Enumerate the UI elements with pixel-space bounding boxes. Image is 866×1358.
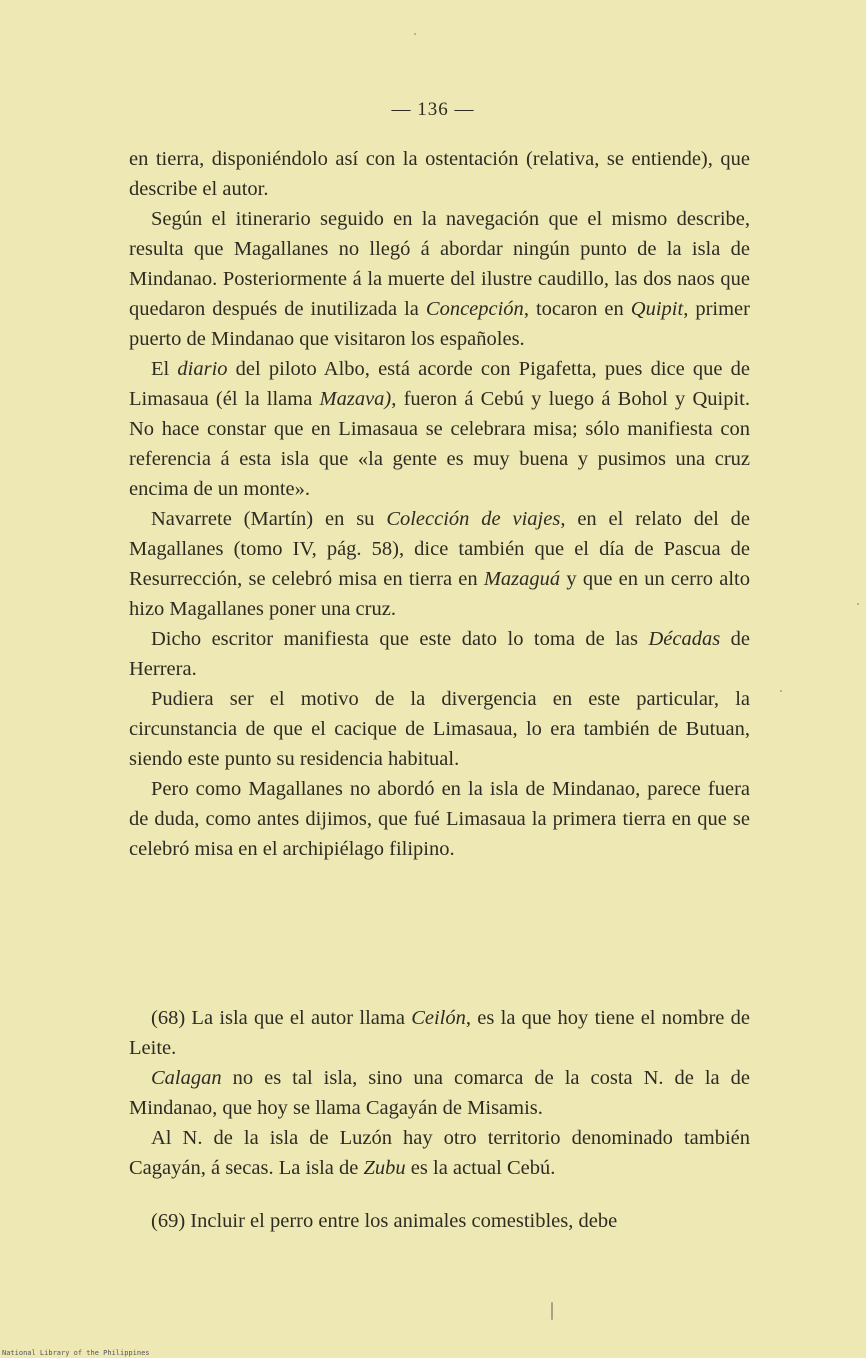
italic-text: Ceilón: [411, 1007, 466, 1029]
page-number: — 136 —: [391, 99, 475, 120]
italic-text: Zubu: [363, 1157, 406, 1179]
text-run: Pudiera ser el motivo de la divergencia en este particular, la circunstancia de que el cacique de Limasaua, lo era también de Butuan, siendo este punto su residencia habitual.: [129, 688, 750, 770]
paragraph: [129, 1063, 750, 1123]
text-block-note-68: [129, 1003, 750, 1183]
text-run: El: [151, 358, 178, 380]
paragraph: [129, 1206, 750, 1236]
paragraph: [129, 354, 750, 504]
paper-speck: [780, 690, 782, 692]
paragraph: [129, 144, 750, 204]
paragraph: [129, 624, 750, 684]
paragraph: [129, 774, 750, 864]
italic-text: Colección de viajes: [386, 508, 561, 530]
text-run: , tocaron en: [523, 298, 631, 320]
text-run: , primer puerto de Mindanao que visitaron los españoles.: [129, 298, 750, 350]
text-block-note-69: [129, 1206, 750, 1236]
text-run: Al N. de la isla de Luzón hay otro territorio denominado también Cagayán, á secas. La isla de: [129, 1127, 750, 1179]
italic-text: diario: [177, 358, 228, 380]
text-run: es la actual Cebú.: [405, 1157, 556, 1179]
italic-text: Concepción: [425, 298, 524, 320]
text-run: del piloto Albo, está acorde con Pigafetta, pues dice que de Limasaua (él la llama: [129, 358, 750, 410]
paragraph: [129, 504, 750, 624]
italic-text: Quipit: [630, 298, 684, 320]
italic-text: Décadas: [648, 628, 721, 650]
text-run: Según el itinerario seguido en la navegación que el mismo describe, resulta que Magallanes no llegó á abordar ningún punto de la isla de Mindanao. Posteriormente á la muerte del ilustre caudillo, las dos naos que quedaron después de inutilizada la: [129, 208, 750, 320]
paragraph: [129, 204, 750, 354]
text-run: Pero como Magallanes no abordó en la isla de Mindanao, parece fuera de duda, como antes dijimos, que fué Limasaua la primera tierra en que se celebró misa en el archipiélago filipino.: [129, 778, 750, 860]
text-run: en tierra, disponiéndolo así con la ostentación (relativa, se entiende), que describe el autor.: [129, 148, 750, 200]
paper-speck: [857, 603, 859, 605]
italic-text: Calagan: [151, 1067, 222, 1089]
text-run: Navarrete (Martín) en su: [151, 508, 387, 530]
italic-text: Mazaguá: [483, 568, 561, 590]
text-run: (69) Incluir el perro entre los animales comestibles, debe: [151, 1210, 618, 1232]
paragraph: [129, 1003, 750, 1063]
italic-text: Mazava): [319, 388, 392, 410]
text-run: y que en un cerro alto hizo Magallanes poner una cruz.: [129, 568, 750, 620]
text-run: de Herrera.: [129, 628, 750, 680]
paper-speck: [551, 1302, 553, 1320]
paragraph: [129, 684, 750, 774]
text-run: , es la que hoy tiene el nombre de Leite.: [129, 1007, 750, 1059]
paper-speck: [414, 33, 416, 35]
library-watermark: National Library of the Philippines: [2, 1349, 150, 1357]
text-block-1: [129, 144, 750, 864]
text-run: (68) La isla que el autor llama: [151, 1007, 412, 1029]
text-run: , en el relato del de Magallanes (tomo IV, pág. 58), dice también que el día de Pascua de Resurrección, se celebró misa en tierra en: [129, 508, 751, 590]
text-run: , fueron á Cebú y luego á Bohol y Quipit. No hace constar que en Limasaua se celebrara misa; sólo manifiesta con referencia á esta isla que «la gente es muy buena y pusimos una cruz encima de un monte».: [129, 388, 750, 500]
text-run: Dicho escritor manifiesta que este dato lo toma de las: [151, 628, 649, 650]
paragraph: [129, 1123, 750, 1183]
text-run: no es tal isla, sino una comarca de la costa N. de la de Mindanao, que hoy se llama Cagayán de Misamis.: [129, 1067, 750, 1119]
